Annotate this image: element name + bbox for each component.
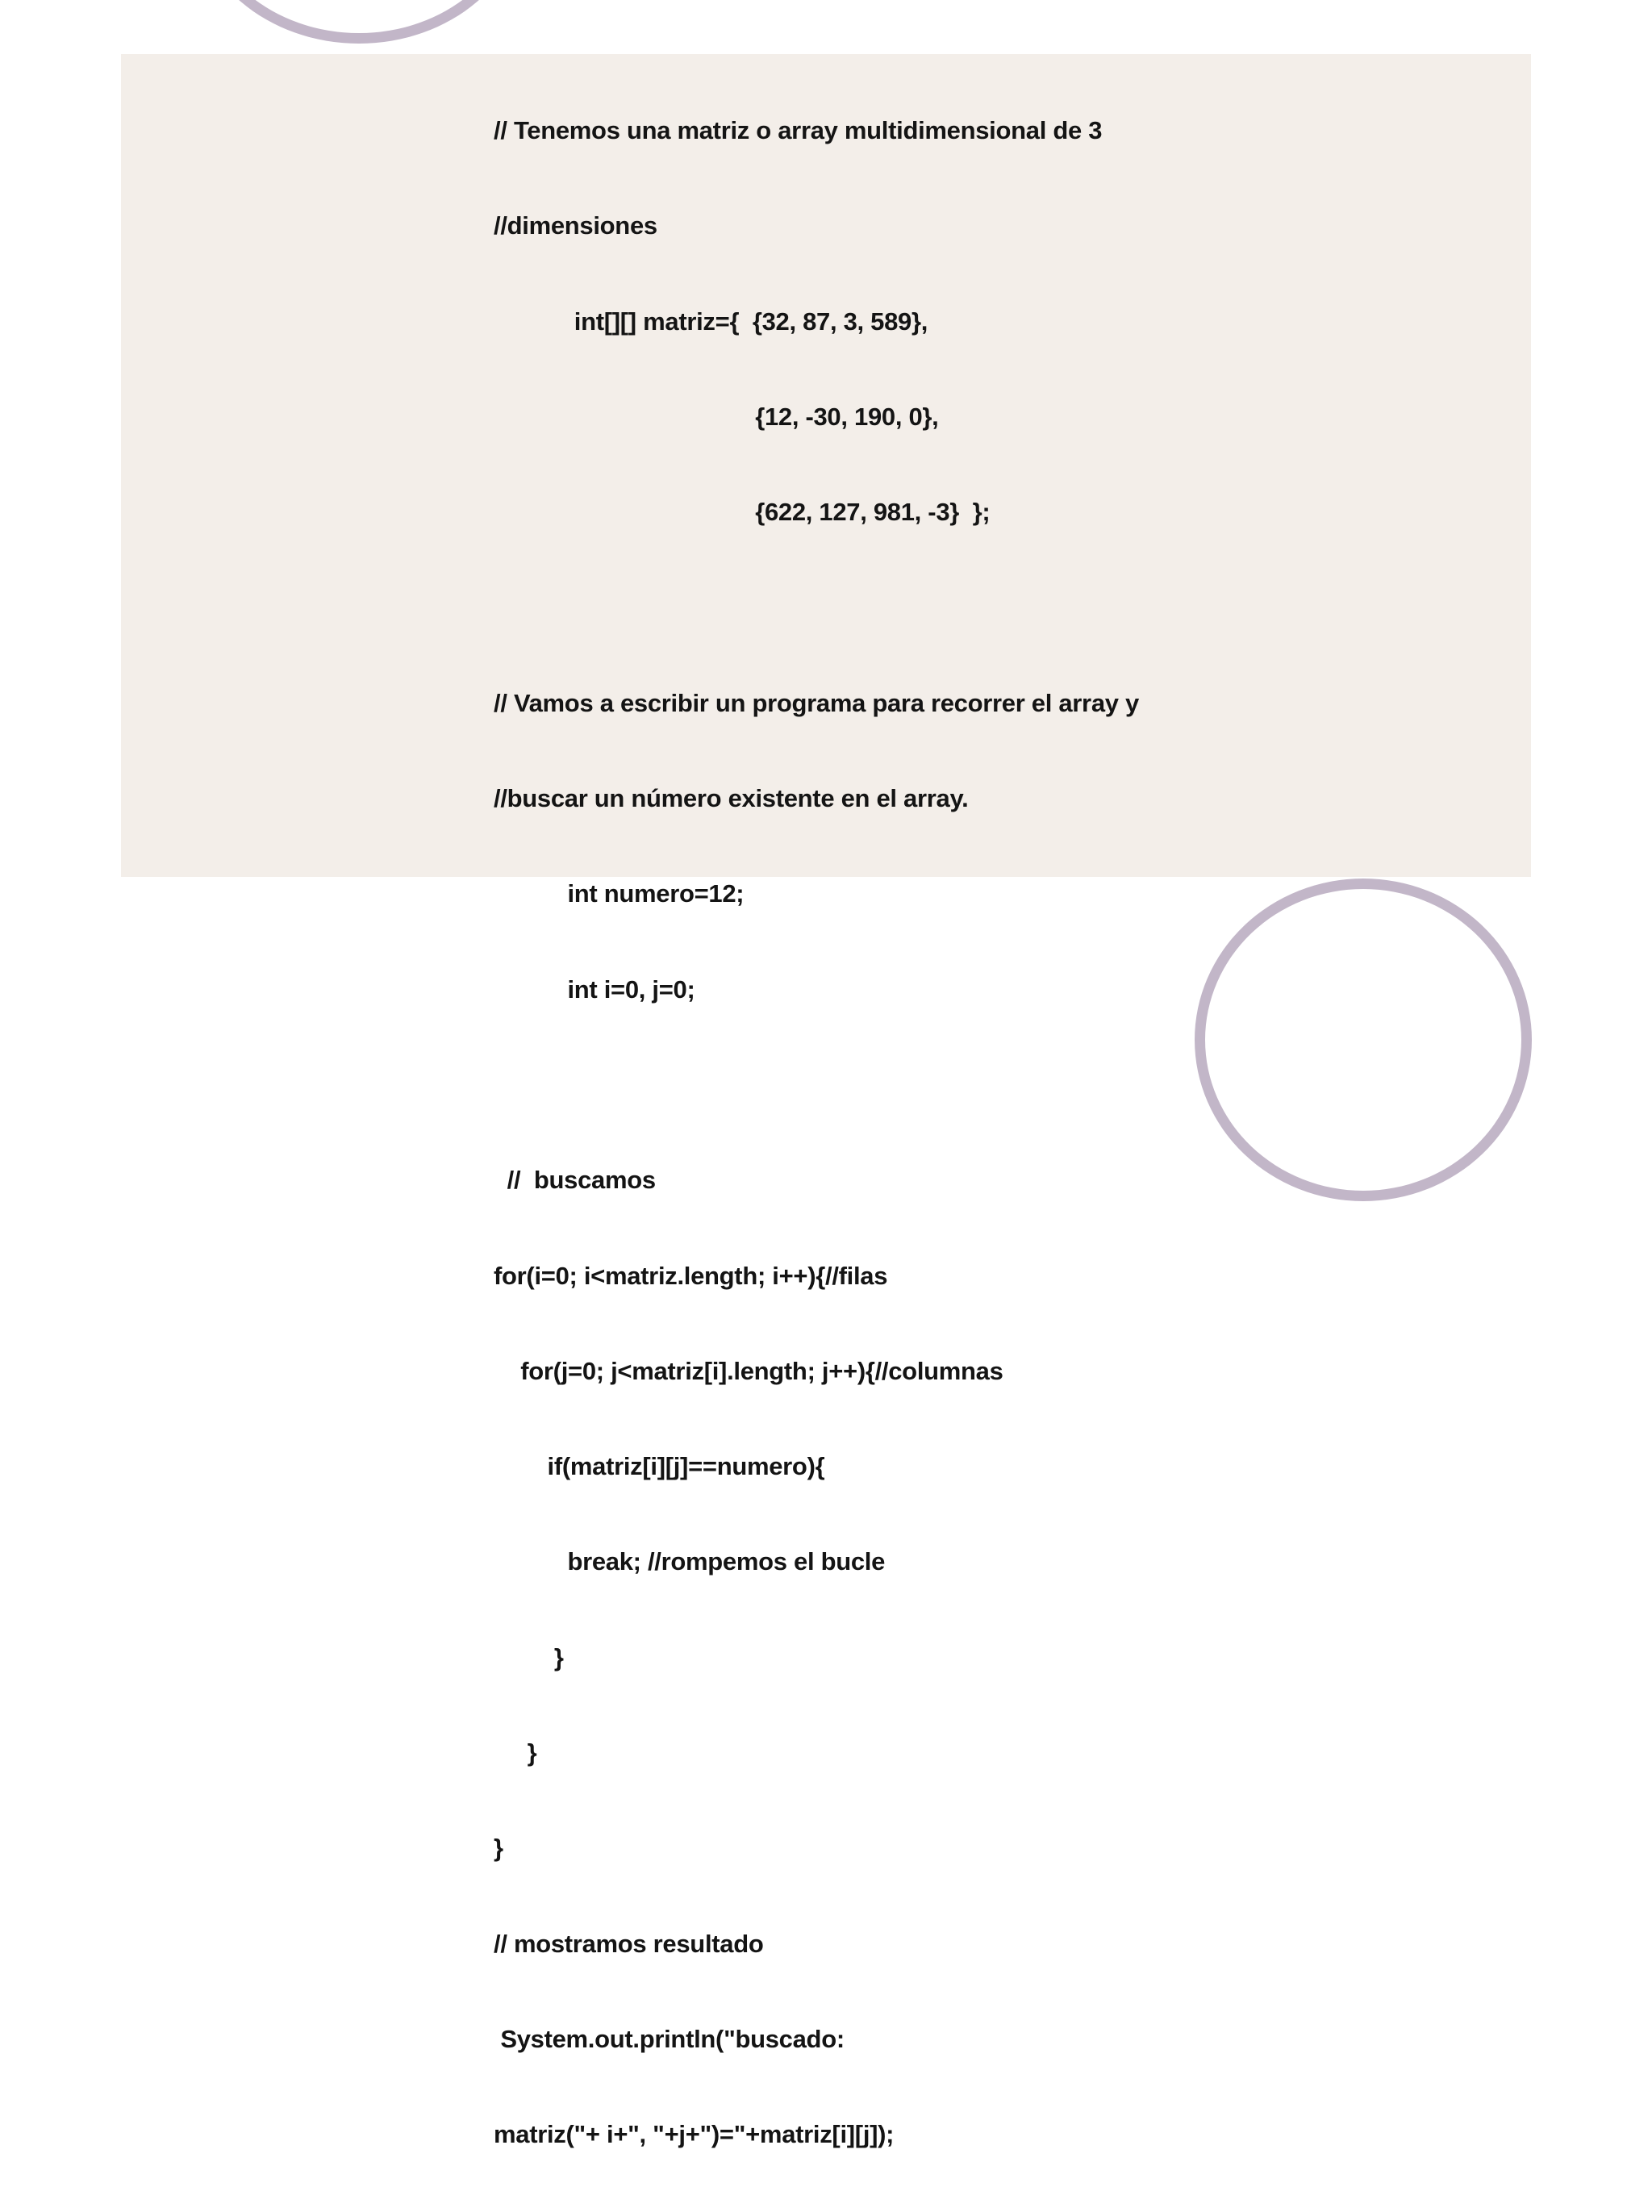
code-line: } (494, 1642, 564, 1672)
decorative-ring-top (192, 0, 526, 44)
code-line: // buscamos (494, 1166, 656, 1195)
code-line: matriz("+ i+", "+j+")="+matriz[i][j]); (494, 2120, 895, 2149)
code-line: // Vamos a escribir un programa para recorrer el array y (494, 688, 1139, 717)
code-line: // mostramos resultado (494, 1929, 764, 1958)
code-line: break; //rompemos el bucle (494, 1547, 886, 1576)
code-line: //buscar un número existente en el array. (494, 784, 969, 813)
code-line: // Tenemos una matriz o array multidimensional de 3 (494, 116, 1103, 144)
code-line: for(j=0; j<matriz[i].length; j++){//columnas (494, 1356, 1003, 1385)
code-line: } (494, 1738, 537, 1768)
code-line: {12, -30, 190, 0}, (494, 402, 939, 431)
code-line (494, 589, 1139, 626)
code-line: int i=0, j=0; (494, 975, 695, 1004)
code-line: if(matriz[i][j]==numero){ (494, 1452, 825, 1481)
decorative-ring-bottom (1195, 879, 1532, 1201)
code-line: int numero=12; (494, 879, 745, 908)
code-line: } (494, 1834, 503, 1863)
code-line: //dimensiones (494, 211, 657, 240)
code-line (494, 1066, 1139, 1104)
code-line: System.out.println("buscado: (494, 2024, 845, 2053)
code-block (494, 54, 1139, 2212)
code-line: for(i=0; i<matriz.length; i++){//filas (494, 1261, 888, 1290)
code-line: int[][] matriz={ {32, 87, 3, 589}, (494, 307, 928, 336)
code-line: {622, 127, 981, -3} }; (494, 498, 991, 527)
